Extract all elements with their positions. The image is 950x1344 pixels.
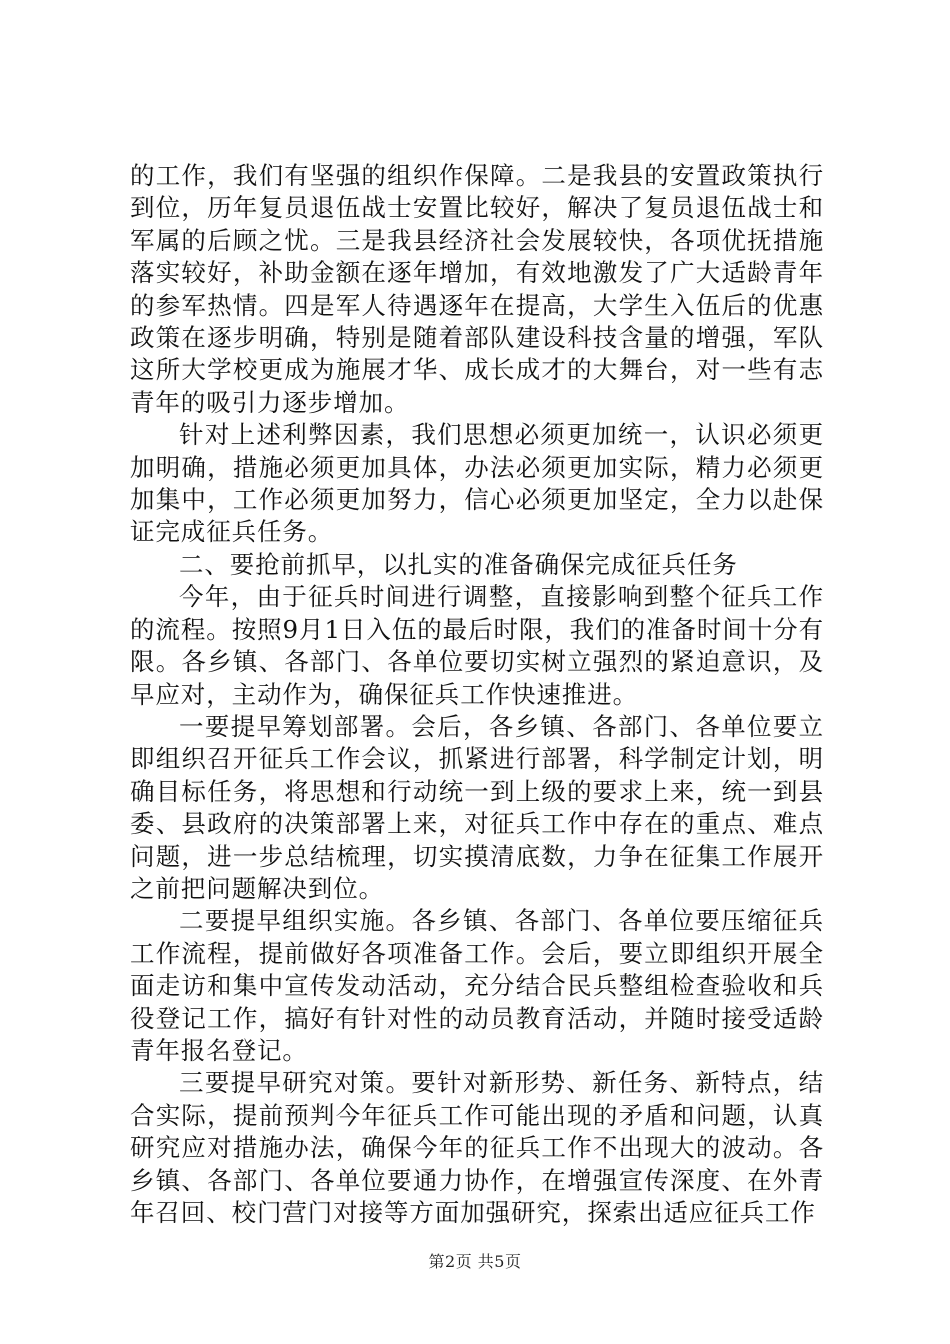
section-heading: 二、要抢前抓早，以扎实的准备确保完成征兵任务 [179,549,738,579]
document-body [130,160,824,1229]
paragraph-item-1: 一要提早筹划部署。会后，各乡镇、各部门、各单位要立即组织召开征兵工作会议，抓紧进行部署，科学制定计划，明确目标任务，将思想和行动统一到上级的要求上来，统一到县委、县政府的决策部署上来，对征兵工作中存在的重点、难点问题，进一步总结梳理，切实摸清底数，力争在征集工作展开之前把问题解决到位。 [130,711,824,903]
paragraph-continued: 的工作，我们有坚强的组织作保障。二是我县的安置政策执行到位，历年复员退伍战士安置比较好，解决了复员退伍战士和军属的后顾之忧。三是我县经济社会发展较快，各项优抚措施落实较好，补助金额在逐年增加，有效地激发了广大适龄青年的参军热情。四是军人待遇逐年在提高，大学生入伍后的优惠政策在逐步明确，特别是随着部队建设科技含量的增强，军队这所大学校更成为施展才华、成长成才的大舞台，对一些有志青年的吸引力逐步增加。 [130,161,824,417]
paragraph-intro: 今年，由于征兵时间进行调整，直接影响到整个征兵工作的流程。按照9月1日入伍的最后时限，我们的准备时间十分有限。各乡镇、各部门、各单位要切实树立强烈的紧迫意识，及早应对，主动作为，确保征兵工作快速推进。 [130,582,824,709]
paragraph-item-3: 三要提早研究对策。要针对新形势、新任务、新特点，结合实际，提前预判今年征兵工作可能出现的矛盾和问题，认真研究应对措施办法，确保今年的征兵工作不出现大的波动。各乡镇、各部门、各单位要通力协作，在增强宣传深度、在外青年召回、校门营门对接等方面加强研究，探索出适应征兵工作 [130,1068,824,1227]
paragraph-item-2: 二要提早组织实施。各乡镇、各部门、各单位要压缩征兵工作流程，提前做好各项准备工作。会后，要立即组织开展全面走访和集中宣传发动活动，充分结合民兵整组检查验收和兵役登记工作，搞好有针对性的动员教育活动，并随时接受适龄青年报名登记。 [130,906,824,1065]
page-footer: 第2页 共5页 [428,1252,522,1271]
paragraph-summary: 针对上述利弊因素，我们思想必须更加统一，认识必须更加明确，措施必须更加具体，办法必须更加实际，精力必须更加集中，工作必须更加努力，信心必须更加坚定，全力以赴保证完成征兵任务。 [130,420,824,547]
